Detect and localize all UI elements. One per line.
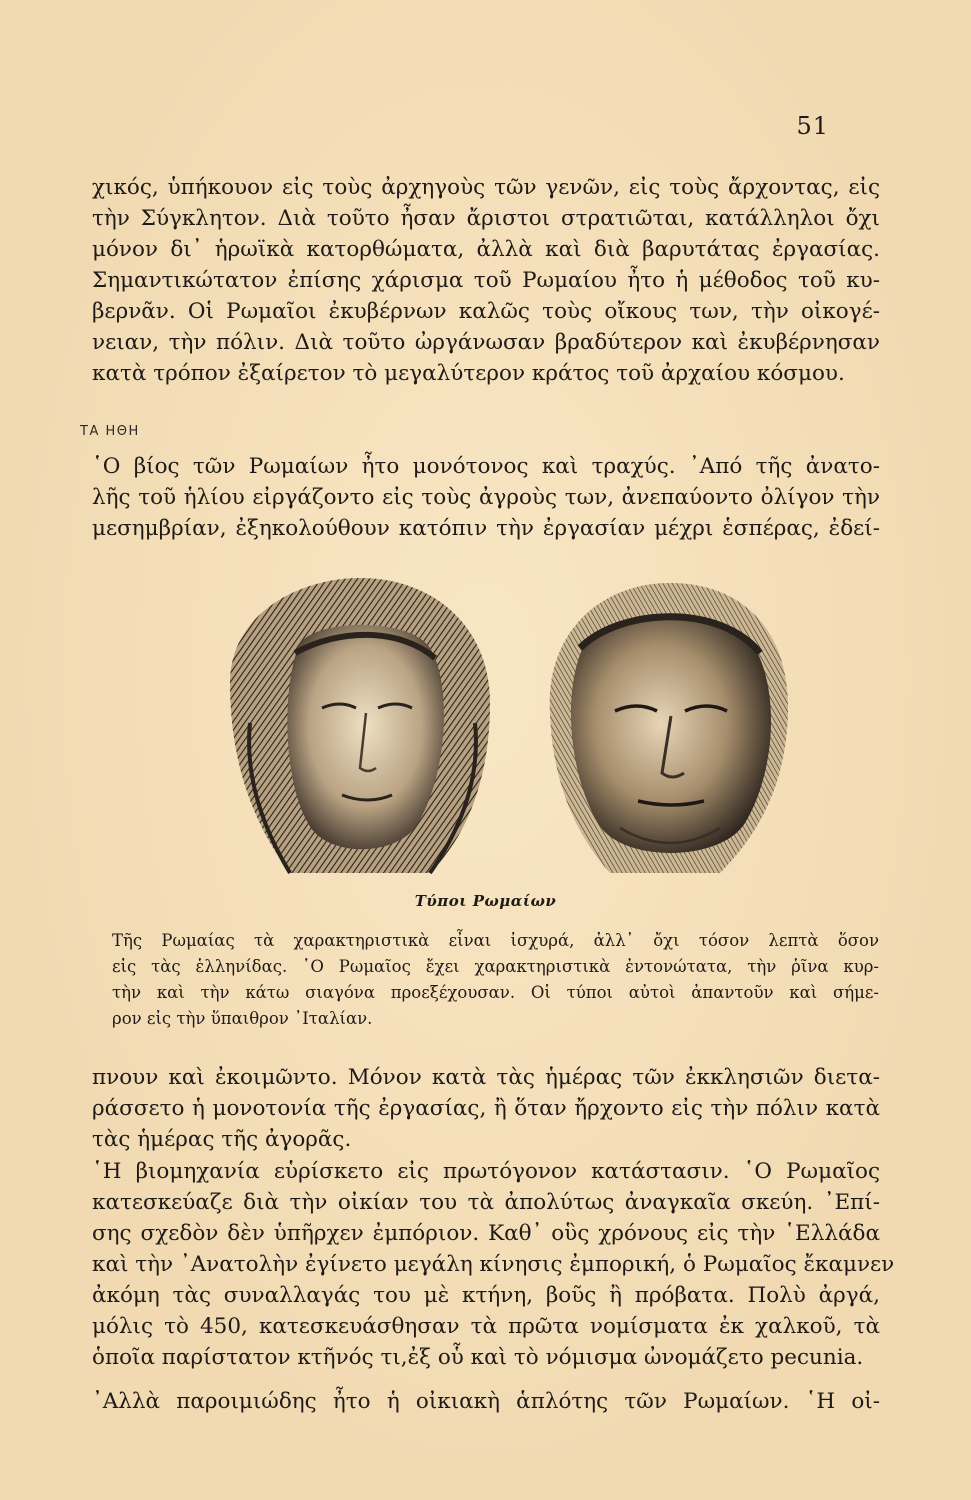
page-number: 51 [796, 112, 829, 140]
text-line: ράσσετο ἡ μονοτονία τῆς ἐργασίας, ἢ ὅταν ἤρχοντο εἰς τὴν πόλιν κατὰ [92, 1096, 880, 1121]
caption-title: Τύποι Ρωμαίων [414, 892, 557, 910]
caption-line: Τῆς Ρωμαίας τὰ χαρακτηριστικὰ εἶναι ἰσχυρά, ἀλλ᾽ ὄχι τόσον λεπτὰ ὅσον [112, 931, 879, 950]
female-portrait-icon [230, 578, 490, 873]
text-line: Σημαντικώτατον ἐπίσης χάρισμα τοῦ Ρωμαίου ἦτο ἡ μέθοδος τοῦ κυ- [92, 268, 880, 293]
paragraph-4 [92, 1156, 895, 1373]
text-line: μεσημβρίαν, ἐξηκολούθουν κατόπιν τὴν ἐργασίαν μέχρι ἑσπέρας, ἐδεί- [92, 516, 880, 541]
male-portrait-icon [550, 583, 788, 873]
paragraph-5 [92, 1386, 880, 1417]
text-line: κατεσκεύαζε διὰ τὴν οἰκίαν του τὰ ἀπολύτως ἀναγκαῖα σκεύη. ᾿Επί- [92, 1190, 880, 1215]
portrait-figure [190, 573, 890, 883]
paragraph-2 [92, 451, 880, 544]
text-line: τὴν Σύγκλητον. Διὰ τοῦτο ἦσαν ἄριστοι στρατιῶται, κατάλληλοι ὄχι [92, 206, 880, 231]
text-line: μόλις τὸ 450, κατεσκευάσθησαν τὰ πρῶτα νομίσματα ἐκ χαλκοῦ, τὰ [92, 1314, 880, 1339]
text-line: βερνᾶν. Οἱ Ρωμαῖοι ἐκυβέρνων καλῶς τοὺς οἴκους των, τὴν οἰκογέ- [92, 299, 880, 324]
figure-caption [112, 928, 879, 1032]
text-line: ῾Η βιομηχανία εὑρίσκετο εἰς πρωτόγονον κατάστασιν. ῾Ο Ρωμαῖος [92, 1159, 880, 1184]
text-line: ᾿Αλλὰ παροιμιώδης ἦτο ἡ οἰκιακὴ ἁπλότης τῶν Ρωμαίων. ῾Η οἰ- [92, 1389, 880, 1414]
text-line: σης σχεδὸν δὲν ὑπῆρχεν ἐμπόριον. Καθ᾽ οὓς χρόνους εἰς τὴν ῾Ελλάδα [92, 1221, 880, 1246]
text-line: ἀκόμη τὰς συναλλαγάς του μὲ κτήνη, βοῦς ἢ πρόβατα. Πολὺ ἀργά, [92, 1283, 880, 1308]
paragraph-1 [92, 172, 880, 389]
text-line: ὁποῖα παρίστατον κτῆνός τι,ἐξ οὗ καὶ τὸ νόμισμα ὠνομάζετο pecunia. [92, 1345, 864, 1370]
text-line: μόνον δι᾽ ἡρωϊκὰ κατορθώματα, ἀλλὰ καὶ διὰ βαρυτάτας ἐργασίας. [92, 237, 880, 262]
caption-line: τὴν καὶ τὴν κάτω σιαγόνα προεξέχουσαν. Οἱ τύποι αὐτοὶ ἀπαντοῦν καὶ σήμε- [112, 983, 879, 1002]
caption-line: ρον εἰς τὴν ὕπαιθρον ᾿Ιταλίαν. [112, 1009, 373, 1028]
caption-line: εἰς τὰς ἑλληνίδας. ῾Ο Ρωμαῖος ἔχει χαρακτηριστικὰ ἐντονώτατα, τὴν ῥῖνα κυρ- [112, 957, 879, 976]
text-line: κατὰ τρόπον ἐξαίρετον τὸ μεγαλύτερον κράτος τοῦ ἀρχαίου κόσμου. [92, 361, 845, 386]
paragraph-3 [92, 1062, 880, 1155]
text-line: καὶ τὴν ᾿Ανατολὴν ἐγίνετο μεγάλη κίνησις ἐμπορική, ὁ Ρωμαῖος ἔκαμνεν [92, 1252, 895, 1277]
section-heading: ΤΑ ΗΘΗ [80, 424, 140, 439]
text-line: λῆς τοῦ ἡλίου εἰργάζοντο εἰς τοὺς ἀγροὺς των, ἀνεπαύοντο ὀλίγον τὴν [92, 485, 880, 510]
text-line: πνουν καὶ ἐκοιμῶντο. Μόνον κατὰ τὰς ἡμέρας τῶν ἐκκλησιῶν διετα- [92, 1065, 880, 1090]
text-line: χικός, ὑπήκουον εἰς τοὺς ἀρχηγοὺς τῶν γενῶν, εἰς τοὺς ἄρχοντας, εἰς [92, 175, 880, 200]
text-line: ῾Ο βίος τῶν Ρωμαίων ἦτο μονότονος καὶ τραχύς. ᾿Από τῆς ἀνατο- [92, 454, 880, 479]
text-line: νειαν, τὴν πόλιν. Διὰ τοῦτο ὠργάνωσαν βραδύτερον καὶ ἐκυβέρνησαν [92, 330, 880, 355]
text-line: τὰς ἡμέρας τῆς ἀγορᾶς. [92, 1127, 352, 1152]
